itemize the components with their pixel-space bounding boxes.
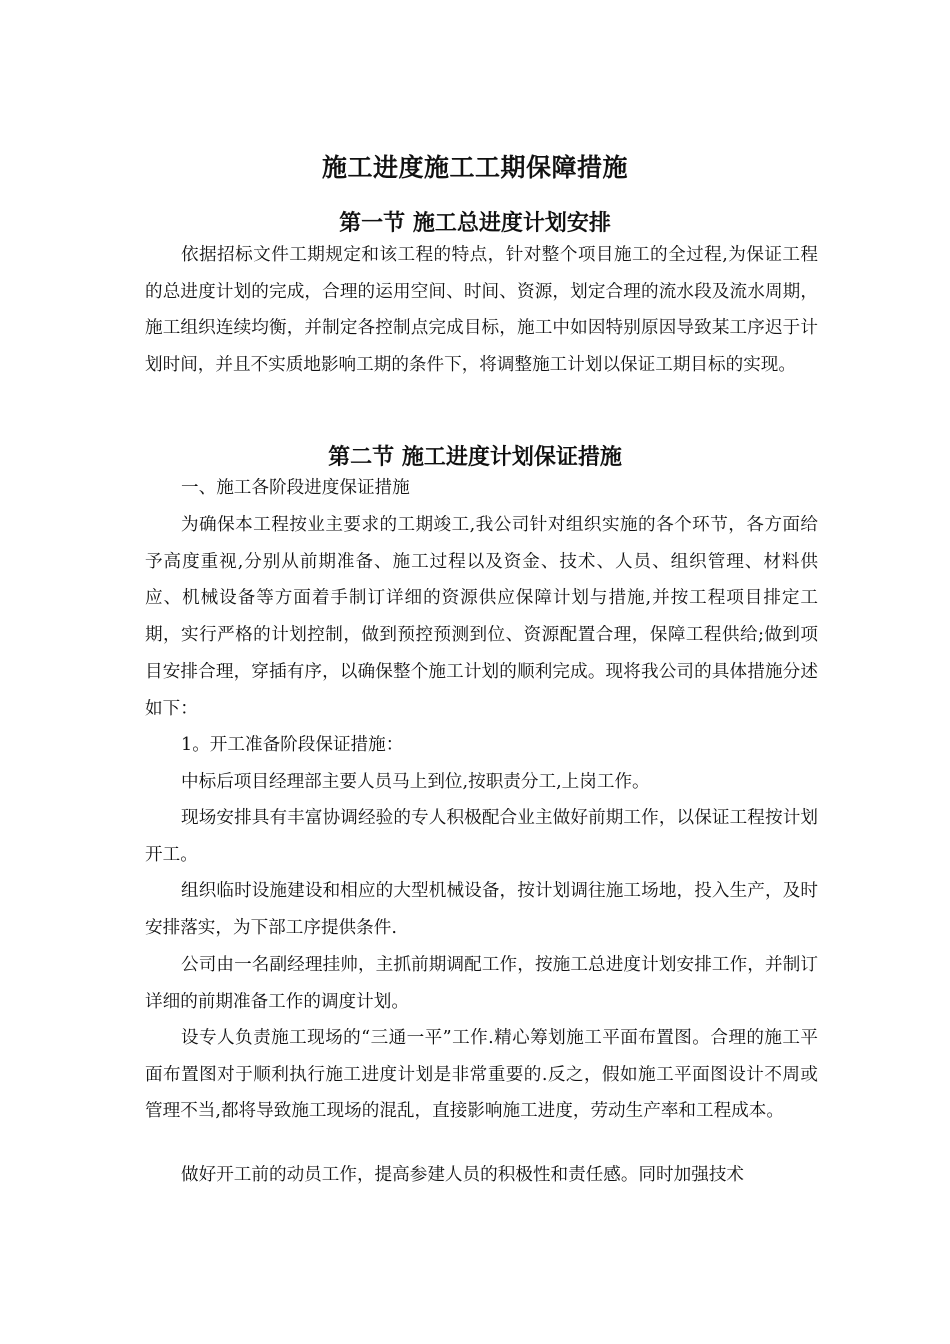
item-paragraph-facilities: 组织临时设施建设和相应的大型机械设备，按计划调往施工场地，投入生产，及时安排落实，为下部工序提供条件. [145, 881, 818, 938]
item-1-heading: 1。开工准备阶段保证措施： [181, 735, 404, 755]
item-paragraph-site-layout: 设专人负责施工现场的“三通一平”工作.精心筹划施工平面布置图。合理的施工平面布置图对于顺利执行施工进度计划是非常重要的.反之，假如施工平面图设计不周或管理不当,都将导致施工现场的混乱，直接影响施工进度，劳动生产率和工程成本。 [145, 1028, 818, 1122]
section-1-paragraph-1: 依据招标文件工期规定和该工程的特点，针对整个项目施工的全过程,为保证工程的总进度计划的完成，合理的运用空间、时间、资源，划定合理的流水段及流水周期，施工组织连续均衡，并制定各控制点完成目标，施工中如因特别原因导致某工序迟于计划时间，并且不实质地影响工期的条件下，将调整施工计划以保证工期目标的实现。 [145, 245, 818, 376]
section-2-paragraph-intro: 为确保本工程按业主要求的工期竣工,我公司针对组织实施的各个环节，各方面给予高度重视,分别从前期准备、施工过程以及资金、技术、人员、组织管理、材料供应、机械设备等方面着手制订详细的资源供应保障计划与措施,并按工程项目排定工期，实行严格的计划控制，做到预控预测到位、资源配置合理，保障工程供给;做到项目安排合理，穿插有序，以确保整个施工计划的顺利完成。现将我公司的具体措施分述如下： [145, 515, 818, 719]
section-1-heading: 第一节 施工总进度计划安排 [339, 210, 611, 236]
subsection-heading-stage-measures: 一、施工各阶段进度保证措施 [181, 478, 410, 498]
item-paragraph-coordination: 现场安排具有丰富协调经验的专人积极配合业主做好前期工作，以保证工程按计划开工。 [145, 808, 818, 865]
item-paragraph-staffing: 中标后项目经理部主要人员马上到位,按职责分工,上岗工作。 [181, 772, 650, 792]
item-paragraph-deputy-manager: 公司由一名副经理挂帅，主抓前期调配工作，按施工总进度计划安排工作，并制订详细的前期准备工作的调度计划。 [145, 955, 818, 1012]
section-2-heading: 第二节 施工进度计划保证措施 [328, 444, 622, 470]
document-title: 施工进度施工工期保障措施 [321, 153, 628, 182]
item-paragraph-mobilization: 做好开工前的动员工作，提高参建人员的积极性和责任感。同时加强技术 [181, 1165, 745, 1185]
